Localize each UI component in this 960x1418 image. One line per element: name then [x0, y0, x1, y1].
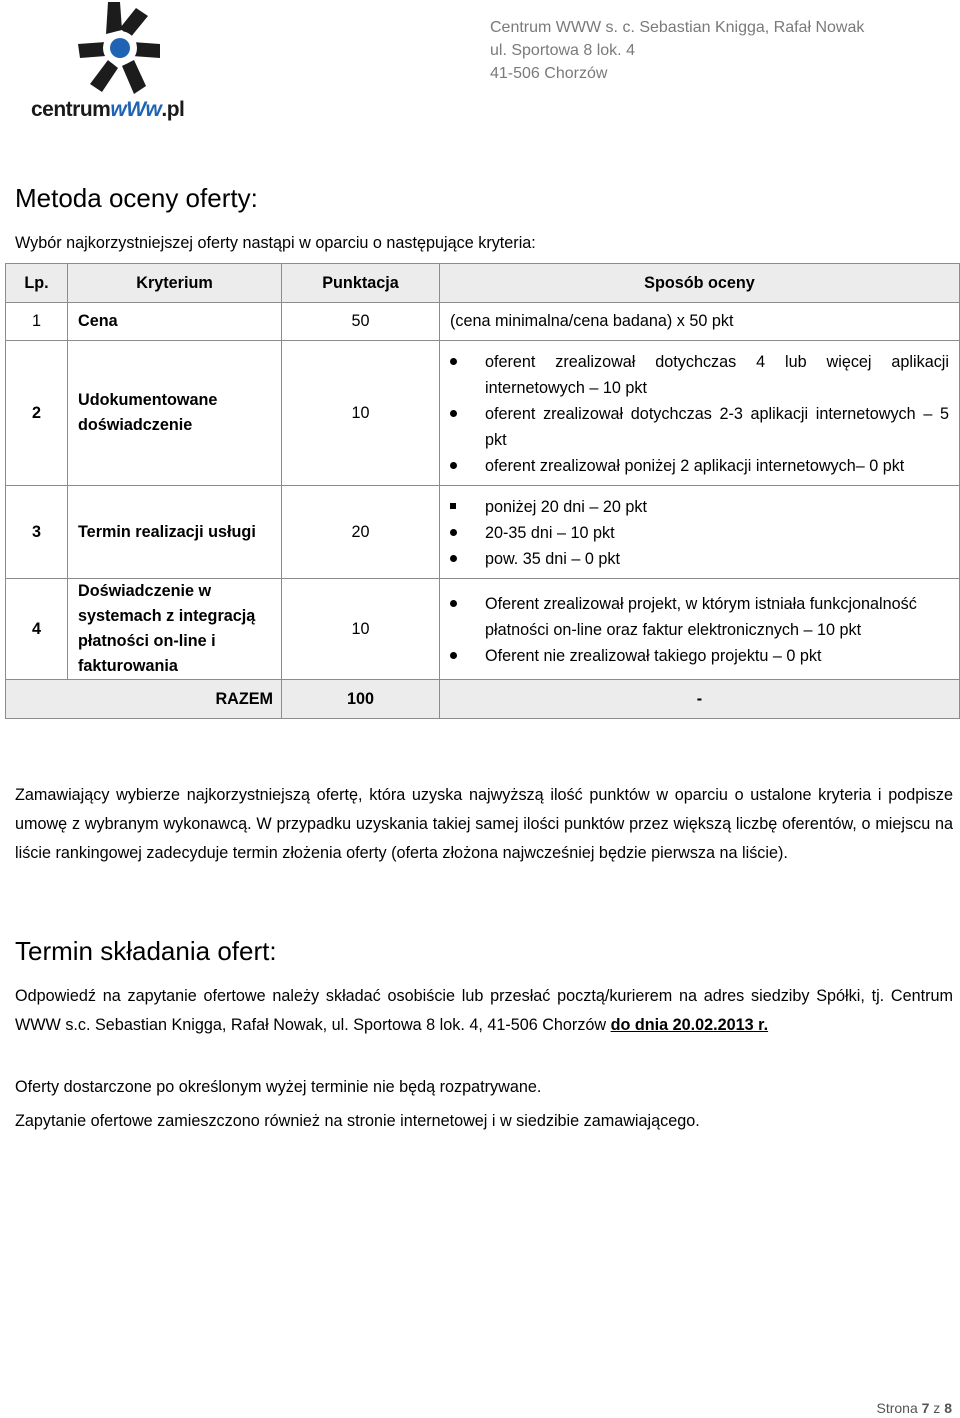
section-title-evaluation: Metoda oceny oferty: — [15, 183, 258, 213]
row-points: 10 — [282, 341, 440, 486]
row-points: 10 — [282, 579, 440, 680]
header-lp: Lp. — [6, 264, 68, 303]
row-method: (cena minimalna/cena badana) x 50 pkt — [440, 303, 960, 341]
row-method — [440, 486, 960, 579]
list-item: 20-35 dni – 10 pkt — [485, 520, 949, 546]
logo-star-icon — [76, 0, 166, 96]
row-criterion: Termin realizacji usługi — [68, 486, 282, 579]
row-points: 20 — [282, 486, 440, 579]
table-total-row — [6, 680, 960, 719]
row-points: 50 — [282, 303, 440, 341]
company-street: ul. Sportowa 8 lok. 4 — [490, 42, 635, 59]
header-points: Punktacja — [282, 264, 440, 303]
list-item: poniżej 20 dni – 20 pkt — [485, 494, 949, 520]
method-list — [440, 486, 959, 578]
deadline-date: do dnia 20.02.2013 r. — [610, 1016, 769, 1034]
list-item: Oferent zrealizował projekt, w którym istniała funkcjonalność płatności on-line oraz faktur elektronicznych – 10 pkt — [485, 591, 949, 643]
table-row — [6, 486, 960, 579]
row-lp: 3 — [6, 486, 68, 579]
table-row — [6, 579, 960, 680]
row-criterion: Udokumentowane doświadczenie — [68, 341, 282, 486]
row-method — [440, 341, 960, 486]
section-title-deadline: Termin składania ofert: — [15, 936, 277, 966]
submission-text: Odpowiedź na zapytanie ofertowe należy składać osobiście lub przesłać pocztą/kurierem na adres siedziby Spółki, tj. Centrum WWW s.c. Sebastian Knigga, Rafał Nowak, ul. Sportowa 8 lok. 4, 41-506 Chorzów — [15, 987, 953, 1034]
page-number: Strona 7 z 8 — [876, 1400, 952, 1416]
selection-paragraph: Zamawiający wybierze najkorzystniejszą ofertę, która uzyska najwyższą ilość punktów w oparciu o ustalone kryteria i podpisze umowę z wybranym wykonawcą. W przypadku uzyskania takiej samej ilości punktów przez większą liczbę oferentów, o miejscu na liście rankingowej zadecyduje termin złożenia oferty (oferta złożona najwcześniej będzie pierwsza na liście). — [15, 786, 953, 862]
submission-paragraph — [15, 982, 953, 1040]
method-list — [440, 583, 959, 675]
row-lp: 4 — [6, 579, 68, 680]
row-lp: 2 — [6, 341, 68, 486]
total-label: RAZEM — [6, 680, 282, 719]
row-method — [440, 579, 960, 680]
row-lp: 1 — [6, 303, 68, 341]
table-row — [6, 341, 960, 486]
list-item: oferent zrealizował dotychczas 4 lub więcej aplikacji internetowych – 10 pkt — [485, 349, 949, 401]
row-criterion: Cena — [68, 303, 282, 341]
method-list — [440, 341, 959, 485]
logo-wordmark: centrumwWw.pl — [31, 98, 185, 121]
table-header-row — [6, 264, 960, 303]
publication-note: Zapytanie ofertowe zamieszczono również na stronie internetowej i w siedzibie zamawiającego. — [15, 1112, 700, 1130]
list-item: oferent zrealizował poniżej 2 aplikacji internetowych– 0 pkt — [485, 453, 949, 479]
company-address — [490, 16, 864, 85]
criteria-table — [5, 263, 960, 719]
total-method: - — [440, 680, 960, 719]
list-item: Oferent nie zrealizował takiego projektu – 0 pkt — [485, 643, 949, 669]
company-name: Centrum WWW s. c. Sebastian Knigga, Rafał Nowak — [490, 19, 865, 36]
list-item: oferent zrealizował dotychczas 2-3 aplikacji internetowych – 5 pkt — [485, 401, 949, 453]
company-city: 41-506 Chorzów — [490, 65, 608, 82]
header-criterion: Kryterium — [68, 264, 282, 303]
company-logo — [28, 0, 218, 128]
criteria-intro: Wybór najkorzystniejszej oferty nastąpi w oparciu o następujące kryteria: — [15, 234, 536, 252]
list-item: pow. 35 dni – 0 pkt — [485, 546, 949, 572]
table-row — [6, 303, 960, 341]
total-points: 100 — [282, 680, 440, 719]
late-offers-note: Oferty dostarczone po określonym wyżej terminie nie będą rozpatrywane. — [15, 1078, 542, 1096]
header-method: Sposób oceny — [440, 264, 960, 303]
row-criterion: Doświadczenie w systemach z integracją płatności on-line i fakturowania — [68, 579, 282, 680]
